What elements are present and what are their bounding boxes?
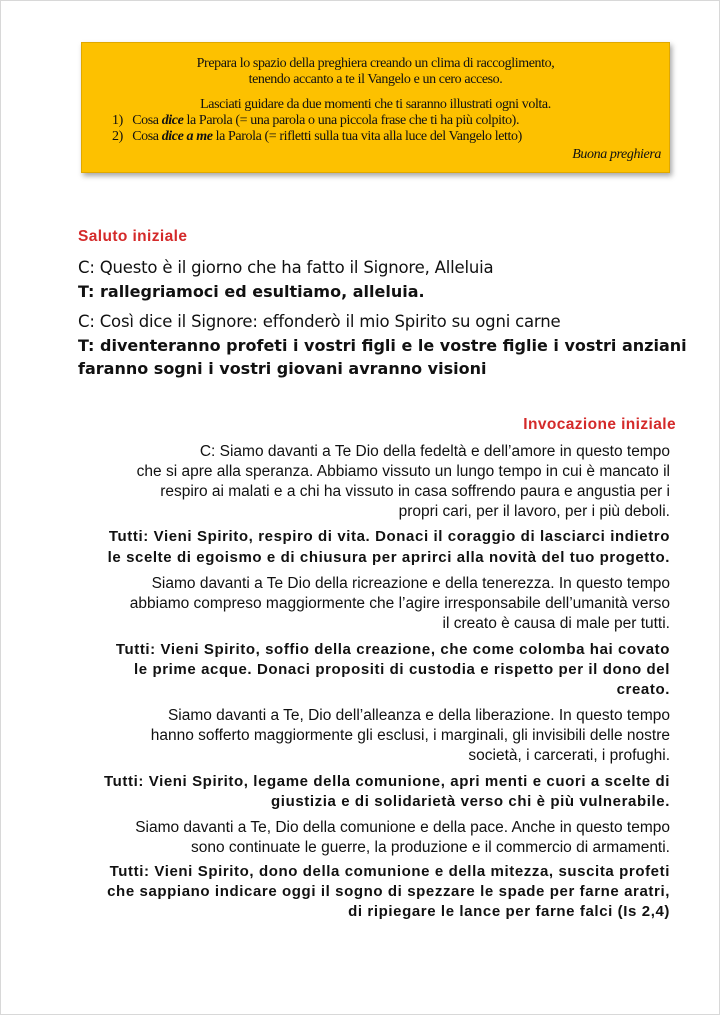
invocazione-line: le scelte di egoismo e di chiusura per aprirci alla novità del tuo progetto.	[107, 549, 670, 566]
invocazione-line: società, i carcerati, i profughi.	[468, 747, 670, 764]
instruction-item-1	[112, 113, 519, 129]
invocazione-line: che sappiano indicare oggi il sogno di spezzare le spade per farne aratri,	[107, 883, 670, 900]
invocazione-line: Siamo davanti a Te, Dio della comunione e della pace. Anche in questo tempo	[135, 819, 670, 836]
invocazione-line: il creato è causa di male per tutti.	[442, 615, 670, 632]
invocazione-line: Siamo davanti a Te, Dio dell’alleanza e della liberazione. In questo tempo	[167, 707, 670, 724]
invocazione-line: Tutti: Vieni Spirito, soffio della creazione, che come colomba hai covato	[115, 641, 670, 658]
item-emphasis: dice	[161, 113, 184, 128]
saluto-line: T: rallegriamoci ed esultiamo, alleluia.	[78, 282, 425, 301]
saluto-heading: Saluto iniziale	[78, 228, 188, 245]
invocazione-line: che si apre alla speranza. Abbiamo vissuto un lungo tempo in cui è mancato il	[136, 463, 670, 480]
item-text: la Parola (= una parola o una piccola frase che ti ha più colpito).	[186, 113, 520, 128]
item-text: Cosa	[132, 113, 159, 128]
item-number: 1)	[112, 113, 123, 128]
instruction-item-2	[112, 129, 522, 145]
saluto-line: faranno sogni i vostri giovani avranno visioni	[78, 359, 487, 378]
item-number: 2)	[112, 129, 123, 144]
item-emphasis: dice a me	[161, 129, 213, 144]
invocazione-line: creato.	[616, 681, 670, 698]
invocazione-line: propri cari, per il lavoro, per i più deboli.	[398, 503, 670, 520]
invocazione-line: respiro ai malati e a chi ha vissuto in casa soffrendo paura e angustia per i	[160, 483, 670, 500]
invocazione-line: Tutti: Vieni Spirito, respiro di vita. Donaci il coraggio di lasciarci indietro	[108, 528, 670, 545]
invocazione-line: C: Siamo davanti a Te Dio della fedeltà e dell’amore in questo tempo	[199, 443, 670, 460]
instruction-box	[81, 42, 670, 173]
invocazione-line: giustizia e di solidarietà verso chi è più vulnerabile.	[271, 793, 670, 810]
instruction-line: tenendo accanto a te il Vangelo e un cero acceso.	[248, 72, 503, 87]
invocazione-line: le prime acque. Donaci propositi di custodia e rispetto per il dono del	[133, 661, 670, 678]
invocazione-line: Tutti: Vieni Spirito, legame della comunione, apri menti e cuori a scelte di	[104, 773, 670, 790]
invocazione-line: Siamo davanti a Te Dio della ricreazione e della tenerezza. In questo tempo	[151, 575, 670, 592]
invocazione-heading: Invocazione iniziale	[523, 416, 676, 433]
instruction-line: Prepara lo spazio della preghiera creando un clima di raccoglimento,	[196, 56, 555, 71]
closing-text: Buona preghiera	[572, 147, 661, 162]
invocazione-line: sono continuate le guerre, la produzione e il commercio di armamenti.	[190, 839, 670, 856]
invocazione-line: di ripiegare le lance per farne falci (Is 2,4)	[348, 903, 670, 920]
saluto-line: C: Così dice il Signore: effonderò il mio Spirito su ogni carne	[78, 312, 561, 331]
item-text: Cosa	[132, 129, 159, 144]
saluto-line: C: Questo è il giorno che ha fatto il Signore, Alleluia	[78, 258, 494, 277]
invocazione-line: Tutti: Vieni Spirito, dono della comunione e della mitezza, suscita profeti	[109, 863, 670, 880]
item-text: la Parola (= rifletti sulla tua vita alla luce del Vangelo letto)	[215, 129, 522, 144]
invocazione-line: hanno sofferto maggiormente gli esclusi, i marginali, gli invisibili delle nostre	[150, 727, 670, 744]
invocazione-line: abbiamo compreso maggiormente che l’agire irresponsabile dell’umanità verso	[129, 595, 670, 612]
instruction-line: Lasciati guidare da due momenti che ti saranno illustrati ogni volta.	[200, 97, 551, 112]
saluto-line: T: diventeranno profeti i vostri figli e le vostre figlie i vostri anziani	[78, 336, 687, 355]
